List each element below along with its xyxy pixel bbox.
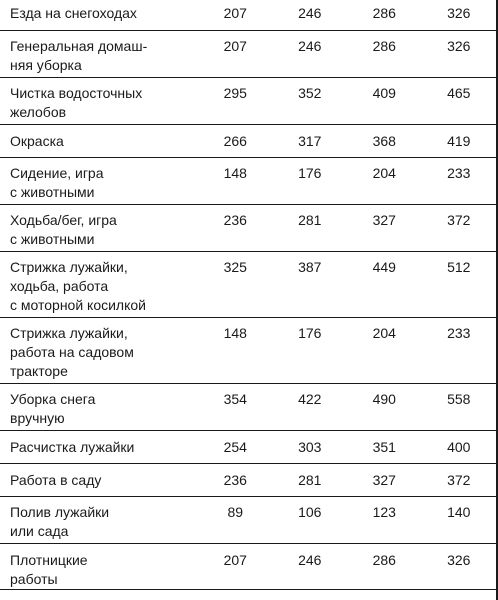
activity-cell (0, 318, 198, 384)
value-cell: 326 (422, 0, 497, 31)
value-cell: 512 (422, 252, 497, 318)
value-cell: 140 (422, 497, 497, 544)
value-cell: 148 (198, 318, 273, 384)
table-row (0, 431, 496, 464)
value-cell: 326 (422, 31, 497, 78)
value-cell: 490 (347, 384, 422, 431)
activity-line: няя уборка (10, 57, 82, 73)
activity-cell (0, 252, 198, 318)
value-cell: 372 (422, 205, 497, 252)
value-cell: 368 (347, 125, 422, 158)
value-cell: 372 (422, 464, 497, 497)
activity-line: Сидение, игра (10, 165, 104, 181)
table-row (0, 497, 496, 544)
activity-cell (0, 31, 198, 78)
table-row (0, 252, 496, 318)
value-cell: 465 (422, 78, 497, 125)
table-row (0, 464, 496, 497)
table-row (0, 318, 496, 384)
activity-line: с животными (10, 184, 95, 200)
activity-cell (0, 544, 198, 590)
activity-line: Ходьба/бег, игра (10, 212, 117, 228)
value-cell: 148 (198, 158, 273, 205)
table-row (0, 544, 496, 590)
value-cell: 176 (273, 318, 348, 384)
table-row (0, 0, 496, 31)
activity-line: вручную (10, 410, 65, 426)
activity-cell (0, 497, 198, 544)
activity-line: работы (10, 571, 58, 587)
activity-line: тракторе (10, 363, 68, 379)
activity-cell (0, 205, 198, 252)
value-cell: 236 (198, 205, 273, 252)
activity-line: Генеральная домаш- (10, 38, 148, 54)
activity-line: Чистка водосточных (10, 85, 143, 101)
activity-line: Полив лужайки (10, 504, 110, 520)
value-cell: 422 (273, 384, 348, 431)
value-cell: 106 (273, 497, 348, 544)
value-cell: 286 (347, 0, 422, 31)
table-row (0, 125, 496, 158)
activity-line: с моторной косилкой (10, 297, 146, 313)
value-cell: 354 (198, 384, 273, 431)
value-cell: 89 (198, 497, 273, 544)
activity-line: желобов (10, 104, 67, 120)
value-cell: 295 (198, 78, 273, 125)
activity-cell (0, 464, 198, 497)
table-row (0, 205, 496, 252)
value-cell: 317 (273, 125, 348, 158)
activity-line: работа на садовом (10, 344, 134, 360)
value-cell: 233 (422, 158, 497, 205)
value-cell: 204 (347, 318, 422, 384)
value-cell: 246 (273, 0, 348, 31)
table-row (0, 384, 496, 431)
value-cell: 286 (347, 544, 422, 590)
activity-line: Работа в саду (10, 472, 102, 488)
value-cell: 327 (347, 205, 422, 252)
value-cell: 204 (347, 158, 422, 205)
activity-line: Стрижка лужайки, (10, 259, 128, 275)
activity-line: или сада (10, 523, 69, 539)
activity-cell (0, 125, 198, 158)
value-cell: 387 (273, 252, 348, 318)
activity-line: Расчистка лужайки (10, 439, 135, 455)
activity-cell (0, 158, 198, 205)
value-cell: 558 (422, 384, 497, 431)
value-cell: 266 (198, 125, 273, 158)
activity-cell (0, 78, 198, 125)
value-cell: 419 (422, 125, 497, 158)
value-cell: 303 (273, 431, 348, 464)
value-cell: 207 (198, 544, 273, 590)
activity-cell (0, 431, 198, 464)
activity-cell (0, 0, 198, 31)
value-cell: 233 (422, 318, 497, 384)
value-cell: 351 (347, 431, 422, 464)
value-cell: 207 (198, 31, 273, 78)
value-cell: 327 (347, 464, 422, 497)
activity-cell (0, 384, 198, 431)
value-cell: 449 (347, 252, 422, 318)
value-cell: 123 (347, 497, 422, 544)
activity-line: Езда на снегоходах (10, 5, 137, 21)
activity-line: Стрижка лужайки, (10, 325, 128, 341)
value-cell: 286 (347, 31, 422, 78)
value-cell: 352 (273, 78, 348, 125)
value-cell: 326 (422, 544, 497, 590)
value-cell: 207 (198, 0, 273, 31)
table-row (0, 31, 496, 78)
value-cell: 281 (273, 205, 348, 252)
table-row (0, 78, 496, 125)
activity-line: Уборка снега (10, 391, 96, 407)
table-row (0, 158, 496, 205)
value-cell: 325 (198, 252, 273, 318)
value-cell: 400 (422, 431, 497, 464)
value-cell: 409 (347, 78, 422, 125)
activity-line: с животными (10, 231, 95, 247)
value-cell: 246 (273, 31, 348, 78)
value-cell: 176 (273, 158, 348, 205)
value-cell: 281 (273, 464, 348, 497)
activity-line: Плотницкие (10, 552, 88, 568)
activity-line: ходьба, работа (10, 278, 109, 294)
activity-line: Окраска (10, 133, 64, 149)
value-cell: 254 (198, 431, 273, 464)
value-cell: 246 (273, 544, 348, 590)
value-cell: 236 (198, 464, 273, 497)
